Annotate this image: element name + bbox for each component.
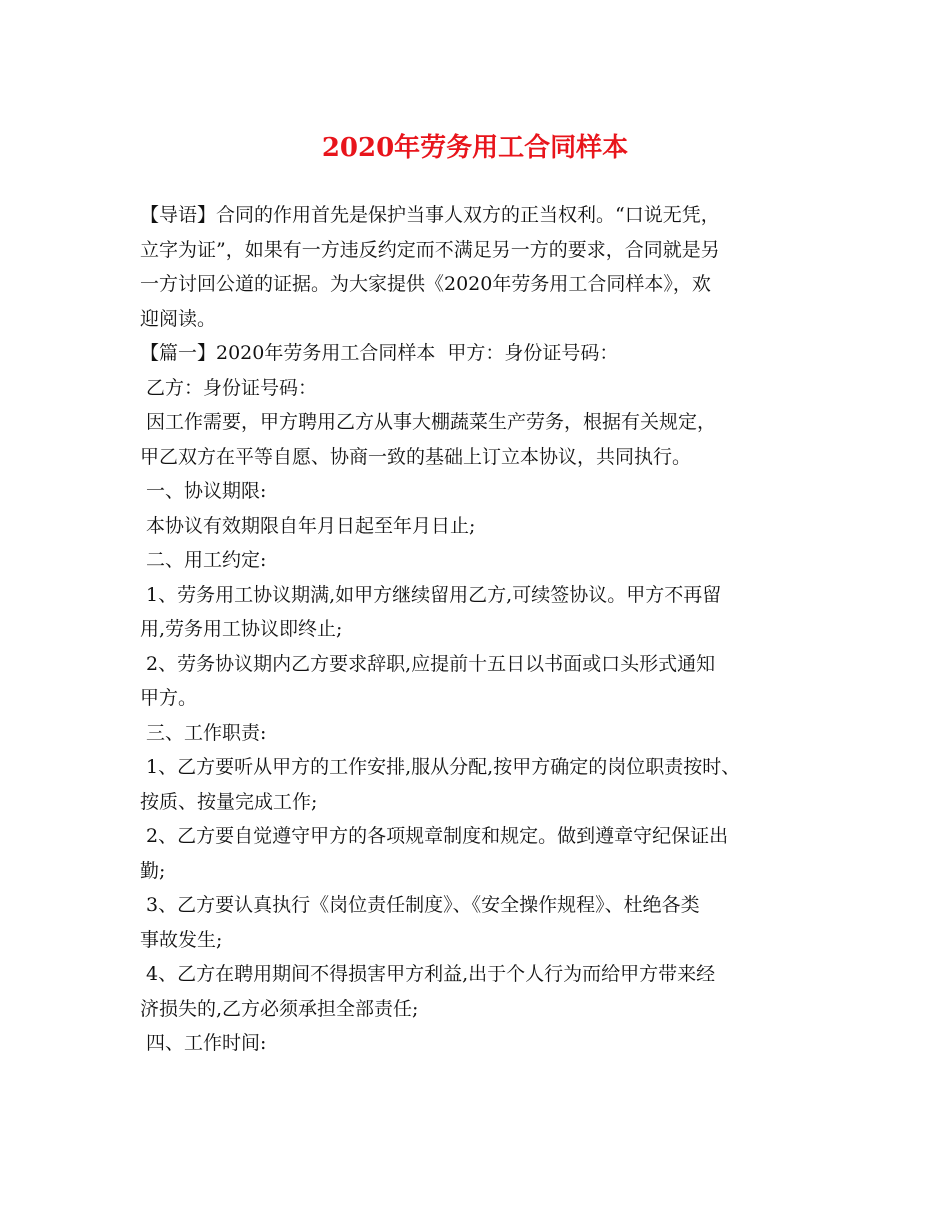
text-line: 3、乙方要认真执行《岗位责任制度》、《安全操作规程》、杜绝各类 xyxy=(140,894,700,916)
text-line: 本协议有效期限自年月日起至年月日止; xyxy=(140,514,476,537)
text-line: 二、用工约定: xyxy=(140,549,267,571)
text-line: 2、劳务协议期内乙方要求辞职,应提前十五日以书面或口头形式通知 xyxy=(140,652,716,675)
text-line: 迎阅读。 xyxy=(140,307,217,330)
text-line: 济损失的,乙方必须承担全部责任; xyxy=(140,997,419,1020)
page-title: 2020年劳务用工合同样本 xyxy=(321,133,629,163)
text-line: 4、乙方在聘用期间不得损害甲方利益,出于个人行为而给甲方带来经 xyxy=(140,963,716,985)
text-line: 四、工作时间: xyxy=(140,1032,267,1054)
text-line: 因工作需要，甲方聘用乙方从事大棚蔬菜生产劳务，根据有关规定， xyxy=(140,411,717,433)
text-line: 1、劳务用工协议期满,如甲方继续留用乙方,可续签协议。甲方不再留 xyxy=(140,583,722,606)
text-line: 立字为证”，如果有一方违反约定而不满足另一方的要求，合同就是另 xyxy=(140,238,720,261)
text-line: 【篇一】2020年劳务用工合同样本 甲方：身份证号码： xyxy=(140,342,619,364)
text-line: 【导语】合同的作用首先是保护当事人双方的正当权利。“口说无凭， xyxy=(140,204,720,226)
text-line: 一、协议期限: xyxy=(140,480,267,502)
text-line: 甲方。 xyxy=(140,687,198,709)
text-line: 事故发生; xyxy=(140,928,223,951)
text-line: 三、工作职责: xyxy=(140,721,267,744)
text-line: 1、乙方要听从甲方的工作安排,服从分配,按甲方确定的岗位职责按时、 xyxy=(140,756,741,778)
text-line: 勤; xyxy=(140,859,166,882)
text-line: 2、乙方要自觉遵守甲方的各项规章制度和规定。做到遵章守纪保证出 xyxy=(140,825,729,847)
document-body xyxy=(140,198,820,1061)
text-line: 按质、按量完成工作; xyxy=(140,790,318,813)
text-line: 用,劳务用工协议即终止; xyxy=(140,618,343,640)
text-line: 一方讨回公道的证据。为大家提供《2020年劳务用工合同样本》，欢 xyxy=(140,273,711,295)
text-line: 甲乙双方在平等自愿、协商一致的基础上订立本协议，共同执行。 xyxy=(140,445,692,468)
text-line: 乙方：身份证号码： xyxy=(140,376,318,399)
